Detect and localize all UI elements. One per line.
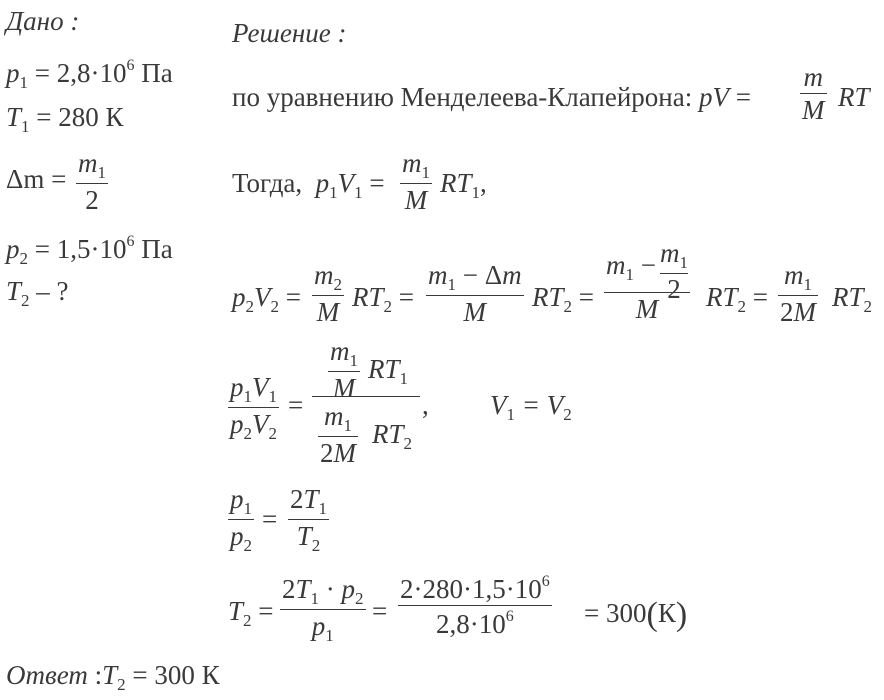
T2-equals-2: = bbox=[372, 596, 388, 626]
m-over-M-fraction: m M bbox=[802, 62, 825, 125]
T2-numeric-fraction: $2\cdot 280\cdot 1,5\cdot 10^6$ $2,8\cdot 10^6$ bbox=[400, 573, 550, 639]
given-delta-m-fraction: $m_1$ 2 bbox=[78, 148, 106, 215]
pressure-ratio-equals: = bbox=[262, 504, 278, 534]
given-heading: Дано : bbox=[6, 6, 80, 36]
solution-heading: Решение : bbox=[232, 18, 347, 48]
given-T2-query: $T_2$ – ? bbox=[6, 276, 69, 310]
ratio-p1V1-p2V2: $p_1V_1$ $p_2V_2$ bbox=[230, 372, 277, 443]
mendeleev-intro: по уравнению Менделеева-Клапейрона: pV = bbox=[232, 82, 751, 112]
then-fraction: $m_1$ M bbox=[402, 148, 430, 215]
given-p1: $p_1 = 2,8\cdot 10^6$ Па bbox=[6, 57, 173, 92]
ratio-equals: = bbox=[288, 390, 304, 420]
ratio-comma: , bbox=[422, 390, 429, 420]
RT2-term-1: $RT_2$ = bbox=[352, 282, 414, 316]
m1-minus-dm-fraction: $m_1 - \Delta m$ M bbox=[428, 260, 522, 327]
then-line: Тогда, $p_1V_1$ = bbox=[232, 168, 385, 202]
p2V2-lhs: $p_2V_2$ = bbox=[232, 282, 301, 316]
compound-fraction: $m_1$ M $RT_1$ $m_1$ 2M $RT_2$ bbox=[312, 338, 420, 459]
given-T1: $T_1 = 280$ К bbox=[6, 102, 124, 136]
T2-computation-lhs: $T_2$ = bbox=[228, 596, 274, 630]
then-RT1: $RT_1$, bbox=[440, 168, 487, 202]
given-p2: $p_2 = 1,5\cdot 10^6$ Па bbox=[6, 233, 173, 268]
given-delta-m-lhs: Δm = bbox=[6, 164, 67, 194]
V1-equals-V2: $V_1 = V_2$ bbox=[490, 390, 572, 424]
m1-over-2M-fraction: $m_1$ 2M bbox=[780, 260, 816, 327]
p1-over-p2-fraction: $p_1$ $p_2$ bbox=[230, 484, 252, 555]
m2-over-M-fraction: $m_2$ M bbox=[314, 260, 342, 327]
T2-symbolic-fraction: $2T_1 \cdot p_2$ $p_1$ bbox=[282, 574, 364, 645]
2T1-over-T2-fraction: $2T_1$ $T_2$ bbox=[290, 484, 328, 555]
m1-minus-half-fraction: $m_1$ − $\frac{m_1}{2}$ M bbox=[606, 238, 688, 324]
RT-term: RT bbox=[838, 82, 870, 112]
answer-line: Ответ $:T_2 = 300$ К bbox=[6, 660, 220, 694]
T2-result: = 300(К) bbox=[584, 596, 688, 633]
RT2-term-2: $RT_2$ = bbox=[532, 282, 594, 316]
RT2-term-3: $RT_2$ = bbox=[706, 282, 768, 316]
RT2-term-4: $RT_2$ bbox=[832, 282, 873, 316]
